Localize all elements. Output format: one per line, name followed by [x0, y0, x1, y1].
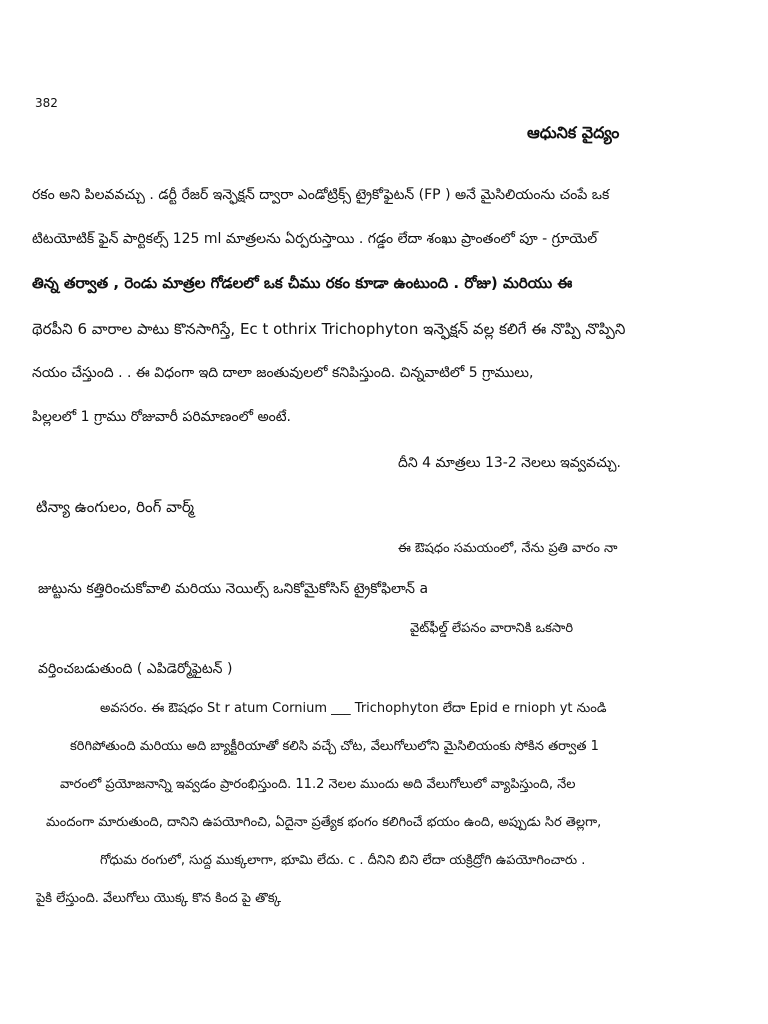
body-line: వర్తించబడుతుంది ( ఎపిడెర్మోఫైటన్ ): [38, 661, 233, 677]
body-line: ఈ ఔషధం సమయంలో, నేను ప్రతి వారం నా: [398, 541, 618, 556]
body-line: అవసరం. ఈ ఔషధం St r atum Cornium ___ Trichophyton లేదా Epid e rnioph yt నుండి: [100, 701, 607, 716]
body-line: కరిగిపోతుంది మరియు అది బ్యాక్టీరియాతో కలిసి వచ్చే చోట, వేలుగోలులోని మైసిలియంకు సోకిన తర్వాత 1: [70, 739, 599, 754]
body-line: మందంగా మారుతుంది, దానిని ఉపయోగించి, ఏదైనా ప్రత్యేక భంగం కలిగించే భయం ఉంది, అప్పుడు సిర తెల్లగా,: [46, 815, 602, 830]
section-heading: టిన్యా ఉంగులం, రింగ్ వార్మ్: [36, 498, 195, 516]
body-line: జుట్టును కత్తిరించుకోవాలి మరియు నెయిల్స్ ఒనికోమైకోసిస్ ట్రైకోఫిలాన్ a: [38, 581, 429, 597]
page-number: 382: [35, 96, 58, 110]
body-line: పైకి లేస్తుంది. వేలుగోలు యొక్క కొన కింద పై తొక్క: [36, 891, 281, 906]
body-line: దీని 4 మాత్రలు 13-2 నెలలు ఇవ్వవచ్చు.: [398, 455, 621, 471]
body-line: రకం అని పిలవవచ్చు . డర్టీ రేజర్ ఇన్ఫెక్షన్ ద్వారా ఎండోట్రిక్స్ ట్రైకోఫైటన్ (FP ) అనే మైసిలియంను చంపే ఒక: [32, 187, 610, 203]
header-title: ఆధునిక వైద్యం: [527, 123, 620, 142]
body-line: థెరపీని 6 వారాల పాటు కొనసాగిస్తే, Ec t othrix Trichophyton ఇన్ఫెక్షన్ వల్ల కలిగే ఈ నొప్పి నొప్పిని: [32, 320, 626, 338]
body-line: వైట్‌ఫీల్డ్ లేపనం వారానికి ఒకసారి: [410, 621, 574, 636]
body-line: తిన్న తర్వాత , రెండు మాత్రల గోడలలో ఒక చీము రకం కూడా ఉంటుంది . రోజు) మరియు ఈ: [32, 274, 573, 292]
body-line: పిల్లలలో 1 గ్రాము రోజువారీ పరిమాణంలో అంటే.: [32, 409, 292, 425]
body-line: నయం చేస్తుంది . . ఈ విధంగా ఇది దాలా జంతువులలో కనిపిస్తుంది. చిన్నవాటిలో 5 గ్రాములు,: [32, 365, 534, 381]
body-line: టిటయోటిక్ ఫైన్ పార్టికల్స్ 125 ml మాత్రలను ఏర్పరుస్తాయి . గడ్డం లేదా శంఖు ప్రాంతంలో పూ - గ్రూయెల్: [32, 231, 598, 247]
body-line: గోధుమ రంగులో, సుద్ద ముక్కలాగా, భూమి లేదు. c . దీనిని బిని లేదా యక్రిద్రోగి ఉపయోగించారు .: [100, 853, 586, 868]
body-line: వారంలో ప్రయోజనాన్ని ఇవ్వడం ప్రారంభిస్తుంది. 11.2 నెలల ముందు అది వేలుగోలులో వ్యాపిస్తుంది, నేల: [60, 777, 576, 792]
